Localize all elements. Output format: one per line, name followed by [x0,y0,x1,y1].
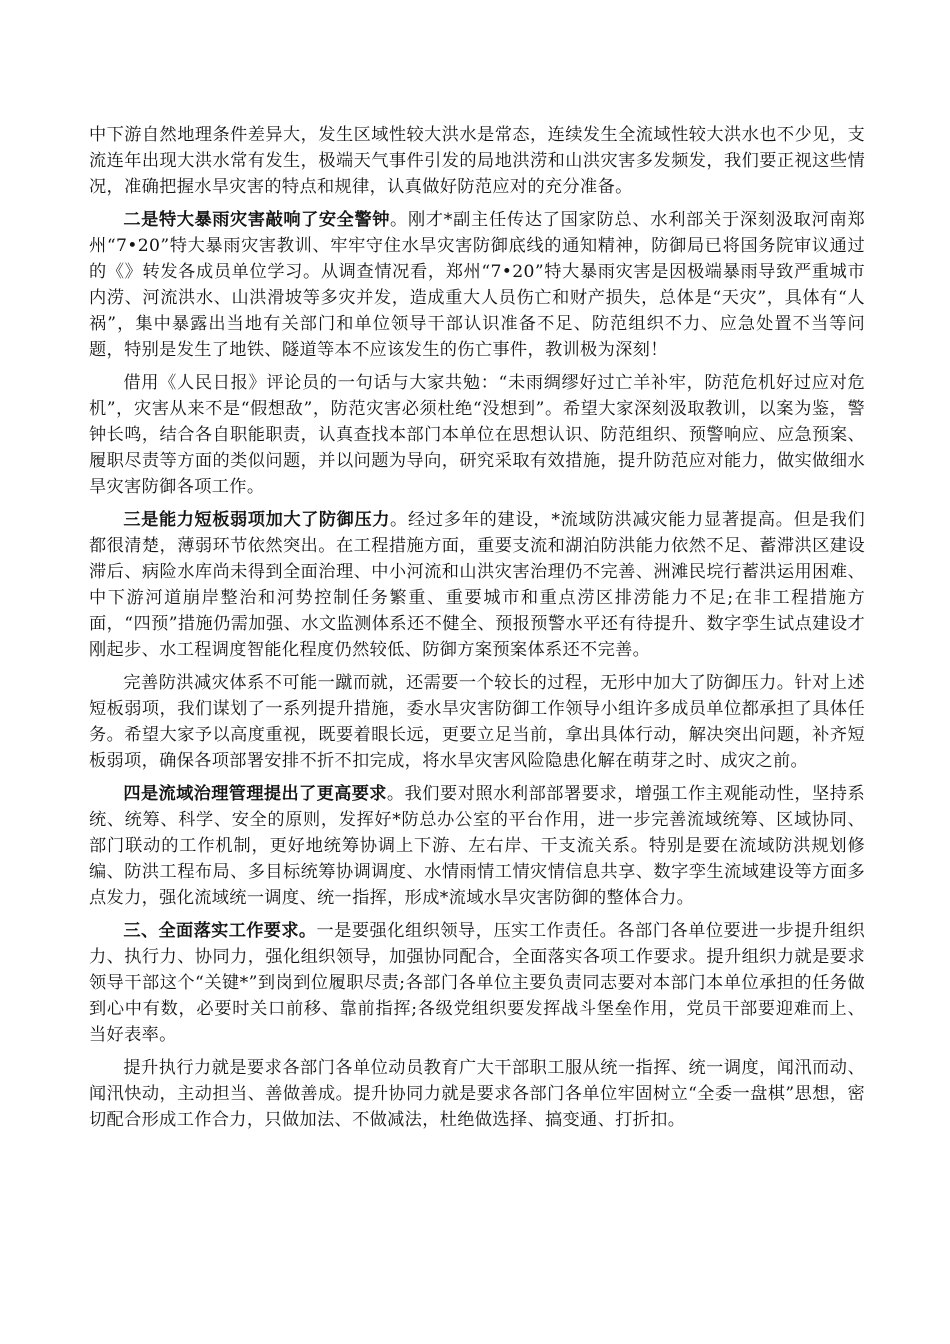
paragraph-7 [89,918,865,1048]
paragraph-4-lead: 三是能力短板弱项加大了防御压力 [123,510,391,530]
paragraph-4 [89,507,865,663]
paragraph-2-text: 。刚才*副主任传达了国家防总、水利部关于深刻汲取河南郑州“7•20”特大暴雨灾害教训、牢牢守住水旱灾害防御底线的通知精神，防御局已将国务院审议通过的《》转发各成员单位学习。从调查情况看，郑州“7•20”特大暴雨灾害是因极端暴雨导致严重城市内涝、河流洪水、山洪滑坡等多灾并发，造成重大人员伤亡和财产损失，总体是“天灾”，具体有“人祸”，集中暴露出当地有关部门和单位领导干部认识准备不足、防范组织不力、应急处置不当等问题，特别是发生了地铁、隧道等本不应该发生的伤亡事件，教训极为深刻！ [89,210,865,360]
paragraph-6-text: 。我们要对照水利部部署要求，增强工作主观能动性，坚持系统、统筹、科学、安全的原则，发挥好*防总办公室的平台作用，进一步完善流域统筹、区域协同、部门联动的工作机制，更好地统筹协调上下游、左右岸、干支流关系。特别是要在流域防洪规划修编、防洪工程布局、多目标统筹协调调度、水情雨情工情灾情信息共享、数字孪生流域建设等方面多点发力，强化流域统一调度、统一指挥，形成*流域水旱灾害防御的整体合力。 [89,784,865,908]
paragraph-2-lead: 二是特大暴雨灾害敲响了安全警钟 [123,210,391,230]
paragraph-5-text: 完善防洪减灾体系不可能一蹴而就，还需要一个较长的过程，无形中加大了防御压力。针对上述短板弱项，我们谋划了一系列提升措施，委水旱灾害防御工作领导小组许多成员单位都承担了具体任务。希望大家予以高度重视，既要着眼长远，更要立足当前，拿出具体行动，解决突出问题，补齐短板弱项，确保各项部署安排不折不扣完成，将水旱灾害风险隐患化解在萌芽之时、成灾之前。 [89,673,865,771]
paragraph-7-text: 一是要强化组织领导，压实工作责任。各部门各单位要进一步提升组织力、执行力、协同力，强化组织领导，加强协同配合，全面落实各项工作要求。提升组织力就是要求领导干部这个“关键*”到岗到位履职尽责;各部门各单位主要负责同志要对本部门本单位承担的任务做到心中有数，必要时关口前移、靠前指挥;各级党组织要发挥战斗堡垒作用，党员干部要迎难而上、当好表率。 [89,921,866,1045]
paragraph-1 [89,122,865,200]
paragraph-7-lead: 三、全面落实工作要求。 [123,921,317,941]
paragraph-8-text: 提升执行力就是要求各部门各单位动员教育广大干部职工服从统一指挥、统一调度，闻汛而动、闻汛快动，主动担当、善做善成。提升协同力就是要求各部门各单位牢固树立“全委一盘棋”思想，密切配合形成工作合力，只做加法、不做减法，杜绝做选择、搞变通、打折扣。 [89,1058,865,1130]
paragraph-5 [89,670,865,774]
paragraph-6-lead: 四是流域治理管理提出了更高要求 [123,784,387,804]
document-body [89,122,865,1140]
paragraph-3-text: 借用《人民日报》评论员的一句话与大家共勉：“未雨绸缪好过亡羊补牢，防范危机好过应对危机”，灾害从来不是“假想敌”，防范灾害必须杜绝“没想到”。希望大家深刻汲取教训，以案为鉴，警钟长鸣，结合各自职能职责，认真查找本部门本单位在思想认识、防范组织、预警响应、应急预案、履职尽责等方面的类似问题，并以问题为导向，研究采取有效措施，提升防范应对能力，做实做细水旱灾害防御各项工作。 [89,373,865,497]
paragraph-1-text: 中下游自然地理条件差异大，发生区域性较大洪水是常态，连续发生全流域性较大洪水也不少见，支流连年出现大洪水常有发生，极端天气事件引发的局地洪涝和山洪灾害多发频发，我们要正视这些情况，准确把握水旱灾害的特点和规律，认真做好防范应对的充分准备。 [89,125,865,197]
paragraph-3 [89,370,865,500]
paragraph-8 [89,1055,865,1133]
paragraph-2 [89,207,865,363]
paragraph-4-text: 。经过多年的建设，*流域防洪减灾能力显著提高。但是我们都很清楚，薄弱环节依然突出。在工程措施方面，重要支流和湖泊防洪能力依然不足、蓄滞洪区建设滞后、病险水库尚未得到全面治理、中小河流和山洪灾害治理仍不完善、洲滩民垸行蓄洪运用困难、中下游河道崩岸整治和河势控制任务繁重、重要城市和重点涝区排涝能力不足;在非工程措施方面，“四预”措施仍需加强、水文监测体系还不健全、预报预警水平还有待提升、数字孪生试点建设才刚起步、水工程调度智能化程度仍然较低、防御方案预案体系还不完善。 [89,510,865,660]
paragraph-6 [89,781,865,911]
